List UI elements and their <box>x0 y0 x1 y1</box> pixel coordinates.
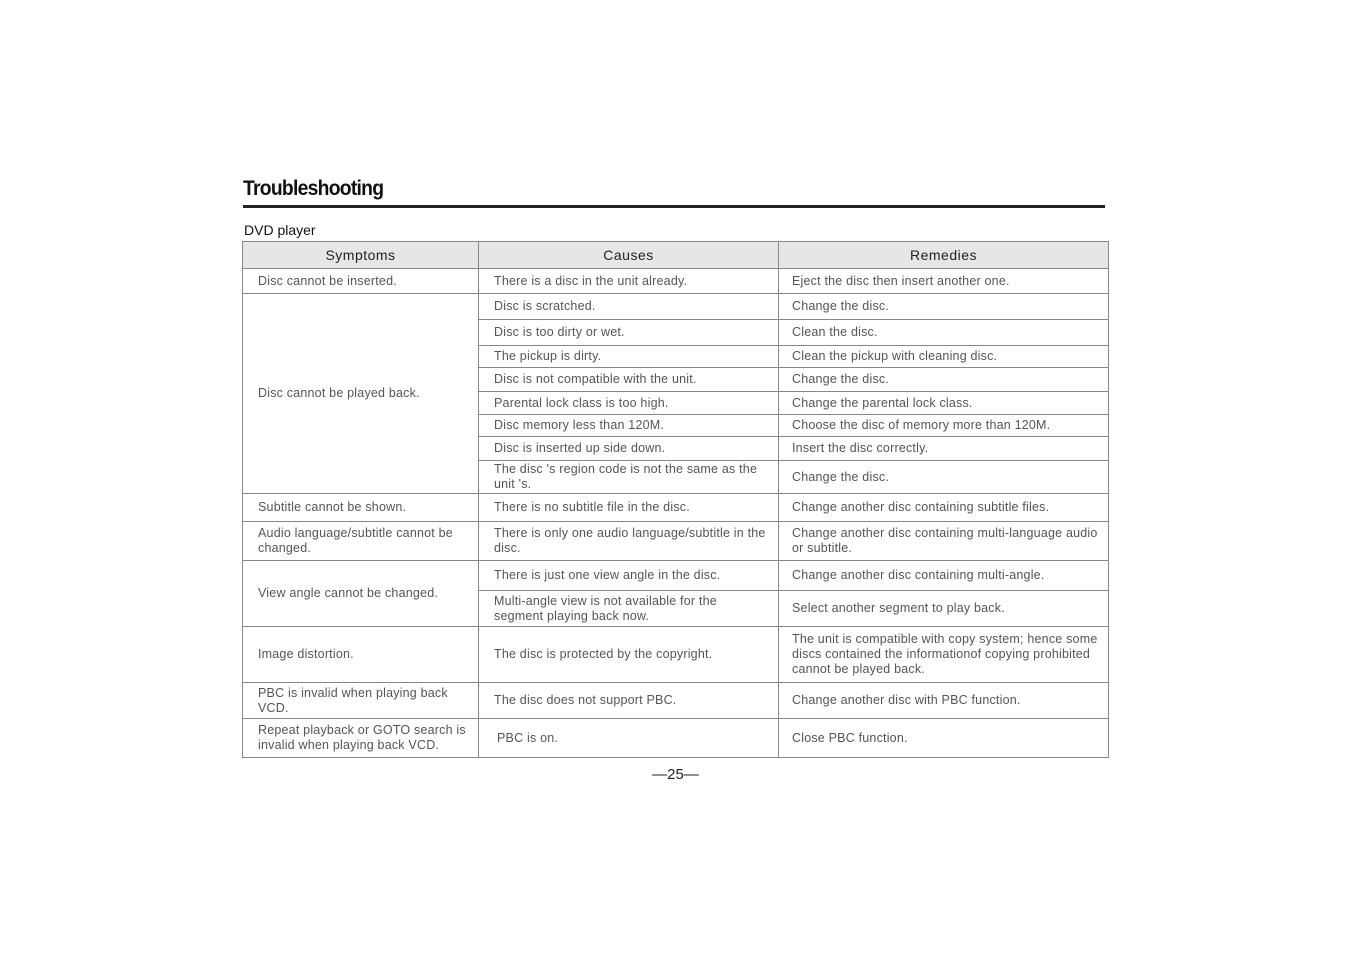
table-header-row <box>243 242 1109 269</box>
cause-cell: Disc is not compatible with the unit. <box>479 368 779 392</box>
cause-cell: PBC is on. <box>479 719 779 758</box>
symptom-cell: PBC is invalid when playing back VCD. <box>243 683 479 719</box>
symptom-cell: Audio language/subtitle cannot be changed. <box>243 522 479 561</box>
table-row <box>243 719 1109 758</box>
remedy-cell: Change the disc. <box>779 368 1109 392</box>
remedy-cell: Change the parental lock class. <box>779 392 1109 415</box>
cause-cell: There is only one audio language/subtitle in the disc. <box>479 522 779 561</box>
remedy-cell: Eject the disc then insert another one. <box>779 269 1109 294</box>
table-row <box>243 269 1109 294</box>
symptom-cell: Image distortion. <box>243 627 479 683</box>
table-row <box>243 294 1109 320</box>
table-row <box>243 627 1109 683</box>
remedy-cell: Change another disc with PBC function. <box>779 683 1109 719</box>
title-rule <box>243 205 1105 208</box>
column-header-remedies: Remedies <box>779 242 1109 269</box>
column-header-causes: Causes <box>479 242 779 269</box>
remedy-cell: Change the disc. <box>779 461 1109 494</box>
cause-cell: There is just one view angle in the disc. <box>479 561 779 591</box>
table-row <box>243 494 1109 522</box>
table-row <box>243 522 1109 561</box>
page-number: —25— <box>652 766 699 783</box>
cause-cell: Parental lock class is too high. <box>479 392 779 415</box>
remedy-cell: Clean the pickup with cleaning disc. <box>779 346 1109 368</box>
remedy-cell: Close PBC function. <box>779 719 1109 758</box>
cause-cell: The disc 's region code is not the same as the unit 's. <box>479 461 779 494</box>
symptom-cell: View angle cannot be changed. <box>243 561 479 627</box>
remedy-cell: The unit is compatible with copy system; hence some discs contained the informationof copying prohibited cannot be played back. <box>779 627 1109 683</box>
cause-cell: Multi-angle view is not available for the segment playing back now. <box>479 591 779 627</box>
table-row <box>243 561 1109 591</box>
symptom-cell: Repeat playback or GOTO search is invalid when playing back VCD. <box>243 719 479 758</box>
symptom-cell: Disc cannot be played back. <box>243 294 479 494</box>
remedy-cell: Change another disc containing multi-language audio or subtitle. <box>779 522 1109 561</box>
troubleshooting-table <box>242 241 1109 758</box>
cause-cell: There is a disc in the unit already. <box>479 269 779 294</box>
remedy-cell: Change another disc containing subtitle files. <box>779 494 1109 522</box>
subsection-title: DVD player <box>244 222 316 238</box>
remedy-cell: Choose the disc of memory more than 120M. <box>779 415 1109 437</box>
cause-cell: There is no subtitle file in the disc. <box>479 494 779 522</box>
remedy-cell: Change another disc containing multi-angle. <box>779 561 1109 591</box>
cause-cell: Disc is inserted up side down. <box>479 437 779 461</box>
cause-cell: Disc is too dirty or wet. <box>479 320 779 346</box>
section-title: Troubleshooting <box>243 177 384 200</box>
table-row <box>243 683 1109 719</box>
cause-cell: The pickup is dirty. <box>479 346 779 368</box>
remedy-cell: Select another segment to play back. <box>779 591 1109 627</box>
symptom-cell: Disc cannot be inserted. <box>243 269 479 294</box>
remedy-cell: Clean the disc. <box>779 320 1109 346</box>
column-header-symptoms: Symptoms <box>243 242 479 269</box>
cause-cell: The disc does not support PBC. <box>479 683 779 719</box>
cause-cell: Disc is scratched. <box>479 294 779 320</box>
symptom-cell: Subtitle cannot be shown. <box>243 494 479 522</box>
cause-cell: The disc is protected by the copyright. <box>479 627 779 683</box>
cause-cell: Disc memory less than 120M. <box>479 415 779 437</box>
remedy-cell: Change the disc. <box>779 294 1109 320</box>
remedy-cell: Insert the disc correctly. <box>779 437 1109 461</box>
